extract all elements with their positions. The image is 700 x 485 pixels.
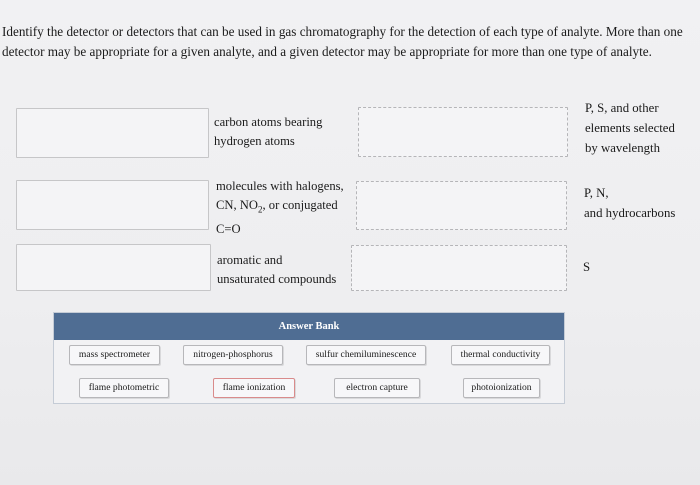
analyte-text: , or conjugated xyxy=(262,198,338,212)
chip-photoionization[interactable]: photoionization xyxy=(463,378,540,398)
drop-zone-left-2[interactable] xyxy=(16,180,209,230)
answer-bank-title: Answer Bank xyxy=(54,313,564,340)
chip-flame-photometric[interactable]: flame photometric xyxy=(79,378,169,398)
drop-zone-left-1[interactable] xyxy=(16,108,209,158)
chip-nitrogen-phosphorus[interactable]: nitrogen-phosphorus xyxy=(183,345,283,365)
analyte-line: C=O xyxy=(216,221,241,236)
instructions-text: Identify the detector or detectors that can be used in gas chromatography for the detection of each type of analyte. More than one detector may be appropriate for a given analyte, and a given detector may be appropriate for more than one type of analyte. xyxy=(2,24,683,59)
analyte-line: elements selected xyxy=(585,121,675,135)
analyte-line: P, N, xyxy=(584,186,609,200)
drop-zone-right-3[interactable] xyxy=(351,245,567,291)
chip-thermal-conductivity[interactable]: thermal conductivity xyxy=(451,345,550,365)
analyte-line: molecules with halogens, xyxy=(216,179,344,193)
analyte-label-carbon-hydrogen xyxy=(214,113,322,151)
analyte-line: aromatic and xyxy=(217,253,283,267)
chip-mass-spectrometer[interactable]: mass spectrometer xyxy=(69,345,160,365)
analyte-label-p-s-elements xyxy=(585,98,675,158)
analyte-line: and hydrocarbons xyxy=(584,206,676,220)
chip-sulfur-chemiluminescence[interactable]: sulfur chemiluminescence xyxy=(306,345,426,365)
analyte-line: unsaturated compounds xyxy=(217,272,337,286)
analyte-line: P, S, and other xyxy=(585,101,659,115)
analyte-line: carbon atoms bearing xyxy=(214,115,323,129)
analyte-label-aromatic xyxy=(217,251,336,289)
analyte-line: hydrogen atoms xyxy=(214,134,295,148)
drop-zone-right-1[interactable] xyxy=(358,107,568,157)
analyte-line: by wavelength xyxy=(585,141,660,155)
analyte-label-p-n-hydrocarbons xyxy=(584,183,675,223)
analyte-label-s xyxy=(583,257,590,277)
analyte-text: CN, NO xyxy=(216,198,258,212)
answer-bank xyxy=(53,312,565,404)
chip-electron-capture[interactable]: electron capture xyxy=(334,378,420,398)
chip-flame-ionization[interactable]: flame ionization xyxy=(213,378,295,398)
subscript: 2 xyxy=(257,204,263,215)
analyte-line: S xyxy=(583,260,591,274)
drop-zone-left-3[interactable] xyxy=(16,244,211,291)
drop-zone-right-2[interactable] xyxy=(356,181,567,230)
analyte-label-halogens xyxy=(216,177,344,239)
analyte-line xyxy=(216,196,344,220)
